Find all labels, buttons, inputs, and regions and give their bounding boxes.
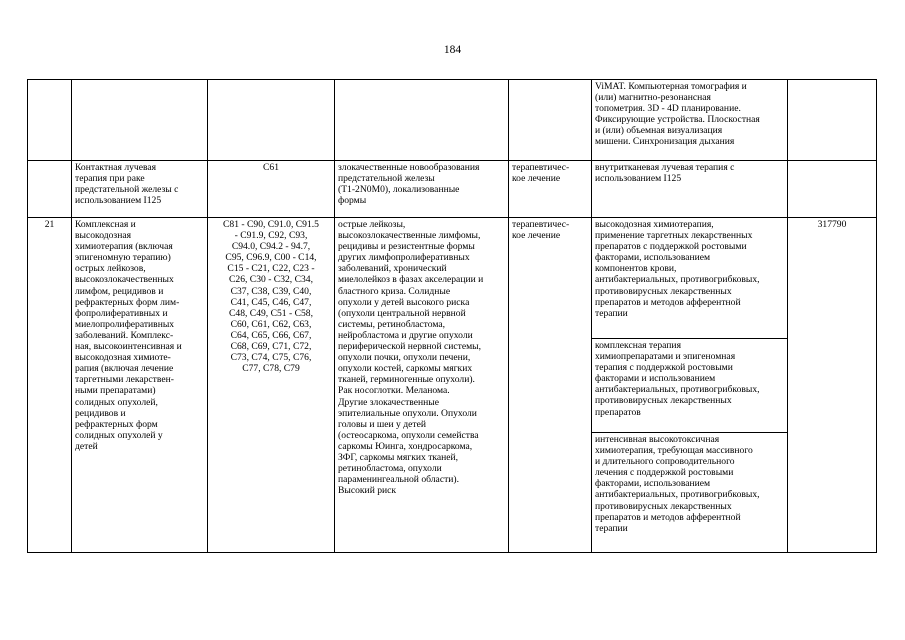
cell-model: [335, 80, 509, 161]
cell-icd: C81 - C90, C91.0, C91.5 - C91.9, C92, C93, C94.0, C94.2 - 94.7, C95, C96.9, C00 - C14, C15 - C21, C22, C23 - C26, C30 - C32, C34, C37, C38, C39, C40, C41, C45, C46, C47, C48, C49, C51 - C58, C60, C61, C62, C63, C64, C65, C66, C67, C68, C69, C71, C72, C73, C74, C75, C76, C77, C78, C79: [208, 218, 335, 553]
cell-model: злокачественные новообразования предстательной железы (T1-2N0M0), локализованные формы: [335, 161, 509, 218]
cell-treatment: терапевтичес- кое лечение: [509, 161, 592, 218]
cell-number: 21: [28, 218, 72, 553]
cell-price: [788, 80, 877, 161]
cell-icd: C61: [208, 161, 335, 218]
cell-name: [72, 80, 208, 161]
cell-price: 317790: [788, 218, 877, 553]
page-number: 184: [443, 44, 462, 56]
cell-treatment: [509, 80, 592, 161]
cell-treatment: терапевтичес- кое лечение: [509, 218, 592, 553]
cell-number: [28, 80, 72, 161]
medical-care-table: [27, 79, 877, 553]
cell-icd: [208, 80, 335, 161]
cell-method: ViMAT. Компьютерная томография и (или) магнитно-резонансная топометрия. 3D - 4D планирование. Фиксирующие устройства. Плоскостная и (или) объемная визуализация мишени. Синхронизация дыхания: [592, 80, 788, 161]
cell-price: [788, 161, 877, 218]
table-row-continuation: [28, 80, 877, 161]
table-row-i125: [28, 161, 877, 218]
cell-name: Контактная лучевая терапия при раке предстательной железы с использованием I125: [72, 161, 208, 218]
cell-method-2: комплексная терапия химиопрепаратами и эпигеномная терапия с поддержкой ростовыми факторами и использованием антибактериальных, противогрибковых, противовирусных лекарственных препаратов: [592, 339, 788, 433]
cell-number: [28, 161, 72, 218]
cell-method-1: высокодозная химиотерапия, применение таргетных лекарственных препаратов с поддержкой ростовыми факторами, использованием компонентов крови, антибактериальных, противогрибковых, противовирусных лекарственных препаратов и методов афферентной терапии: [592, 218, 788, 339]
table-row-21: [28, 218, 877, 339]
cell-name: Комплексная и высокодозная химиотерапия (включая эпигеномную терапию) острых лейкозов, высокозлокачественных лимфом, рецидивов и рефрактерных форм лим- фопролиферативных и миелопролиферативных заболеваний. Комплекс- ная, высокоинтенсивная и высокодозная химиоте- рапия (включая лечение таргетными лекарствен- ными препаратами) солидных опухолей, рецидивов и рефрактерных форм солидных опухолей у детей: [72, 218, 208, 553]
cell-method-3: интенсивная высокотоксичная химиотерапия, требующая массивного и длительного сопроводительного лечения с поддержкой ростовыми факторами, использованием антибактериальных, противогрибковых, противовирусных лекарственных препаратов и методов афферентной терапии: [592, 433, 788, 553]
cell-method: внутритканевая лучевая терапия с использованием I125: [592, 161, 788, 218]
cell-model: острые лейкозы, высокозлокачественные лимфомы, рецидивы и резистентные формы других лимфопролиферативных заболеваний, хронический миелолейкоз в фазах акселерации и бластного криза. Солидные опухоли у детей высокого риска (опухоли центральной нервной системы, ретинобластома, нейробластома и другие опухоли периферической нервной системы, опухоли почки, опухоли печени, опухоли костей, саркомы мягких тканей, герминогенные опухоли). Рак носоглотки. Меланома. Другие злокачественные эпителиальные опухоли. Опухоли головы и шеи у детей (остеосаркома, опухоли семейства саркомы Юинга, хондросаркома, ЗФГ, саркомы мягких тканей, ретинобластома, опухоли параменингеальной области). Высокий риск: [335, 218, 509, 553]
